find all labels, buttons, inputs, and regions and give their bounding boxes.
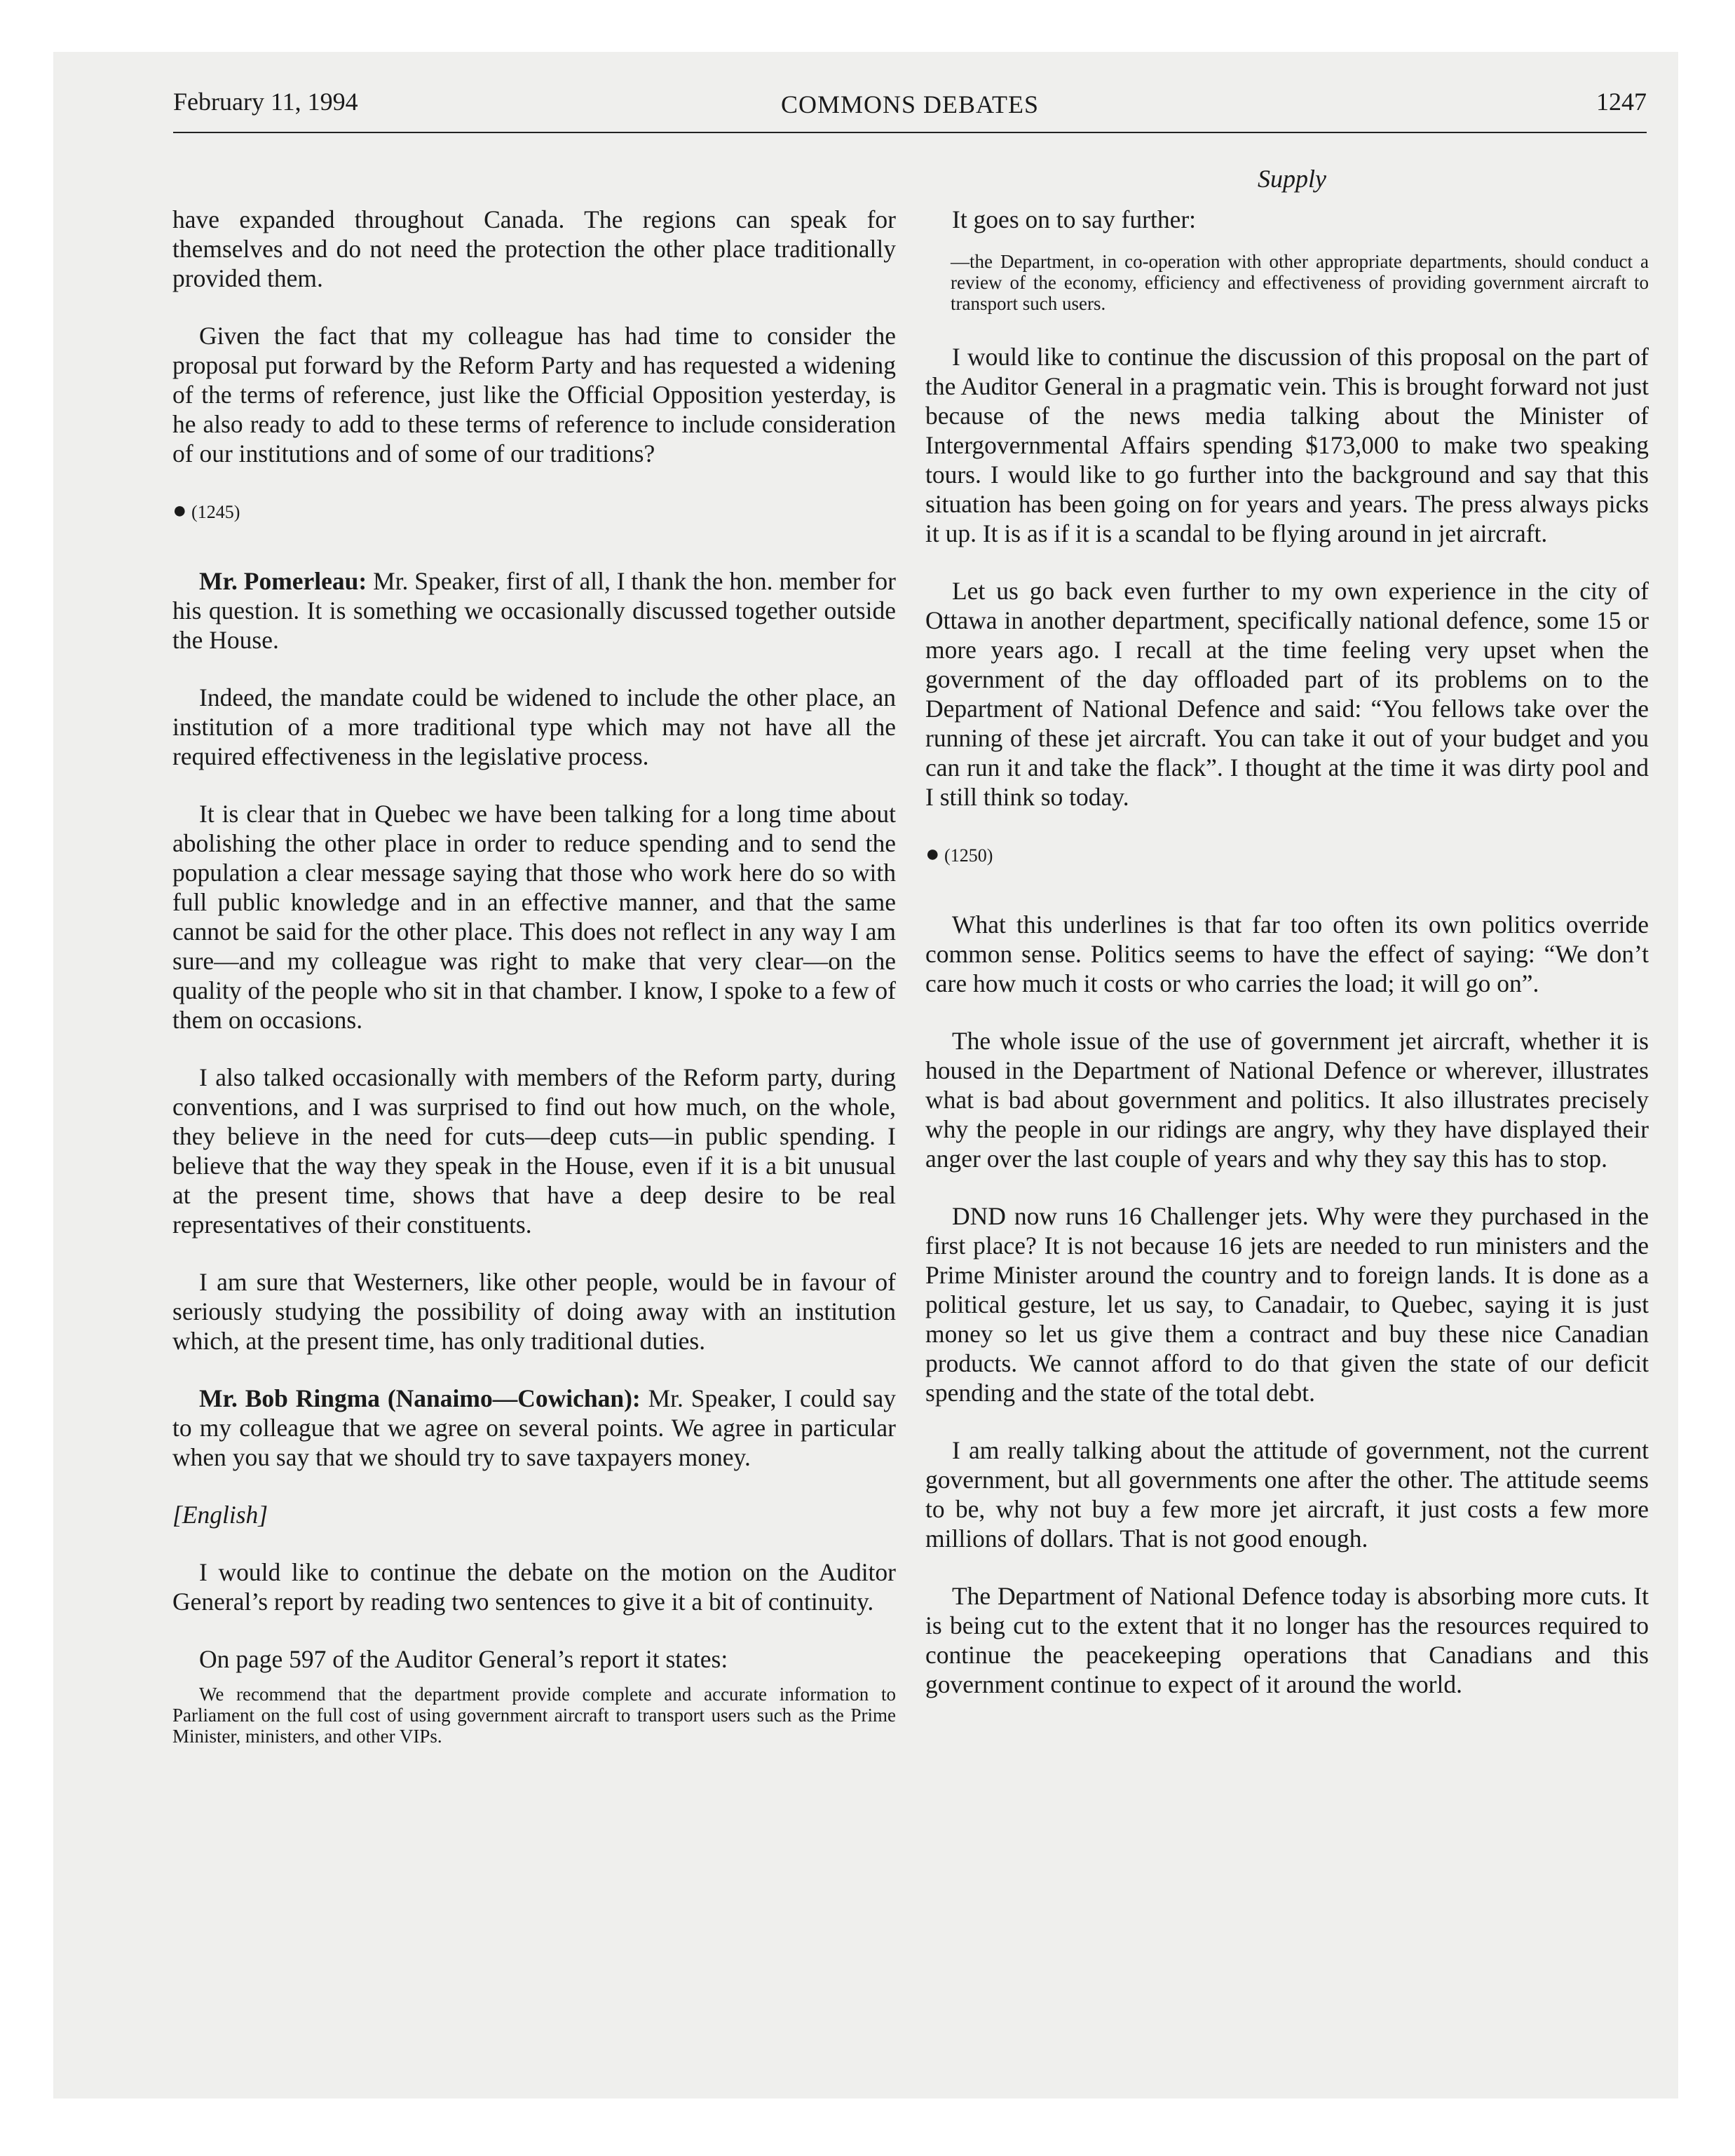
block-quote: We recommend that the department provide complete and accurate information to Parliament on the full cost of using government aircraft to transport users such as the Prime Minister, ministers, and other VIPs.	[172, 1684, 896, 1747]
bullet-icon: ●	[925, 841, 940, 867]
paragraph: I am sure that Westerners, like other people, would be in favour of seriously studying the possibility of doing away with an institution which, at the present time, has only traditional duties.	[172, 1268, 896, 1355]
speech-paragraph	[172, 1384, 896, 1472]
paragraph: Given the fact that my colleague has had time to consider the proposal put forward by the Reform Party and has requested a widening of the terms of reference, just like the Official Opposition yesterday, is he also ready to add to these terms of reference to include consideration of our institutions and of some of our traditions?	[172, 322, 896, 468]
speech-text: Mr. Speaker, I could say to my colleague that we agree on several points. We agree in particular when you say that we should try to save taxpayers money.	[172, 1384, 897, 1471]
section-title: Supply	[1258, 165, 1326, 193]
paragraph: Indeed, the mandate could be widened to include the other place, an institution of a more traditional type which may not have all the required effectiveness in the legislative process.	[172, 683, 896, 770]
right-column	[925, 205, 1649, 1727]
language-marker: [English]	[172, 1501, 268, 1529]
speaker-name: Mr. Bob Ringma (Nanaimo—Cowichan):	[199, 1384, 641, 1412]
paragraph: On page 597 of the Auditor General’s report it states:	[199, 1645, 728, 1673]
paragraph: The whole issue of the use of government jet aircraft, whether it is housed in the Department of National Defence or wherever, illustrates what is bad about government and politics. It also illustrates precisely why the people in our ridings are angry, why they have displayed their anger over the last couple of years and why they say this has to stop.	[925, 1027, 1649, 1173]
paragraph: What this underlines is that far too often its own politics override common sense. Politics seems to have the effect of saying: “We don’t care how much it costs or who carries the load; it will go on”.	[925, 910, 1649, 997]
header-page-number: 1247	[1596, 88, 1647, 116]
paragraph: I also talked occasionally with members of the Reform party, during conventions, and I was surprised to find out how much, on the whole, they believe in the need for cuts—deep cuts—in public spending. I believe that the way they speak in the House, even if it is a bit unusual at the present time, shows that have a deep desire to be real representatives of their constituents.	[172, 1063, 896, 1239]
paragraph: The Department of National Defence today is absorbing more cuts. It is being cut to the extent that it no longer has the resources required to continue the peacekeeping operations that Canadians and this government continue to expect of it around the world.	[925, 1582, 1649, 1698]
paragraph: DND now runs 16 Challenger jets. Why were they purchased in the first place? It is not because 16 jets are needed to run ministers and the Prime Minister around the country and to foreign lands. It is done as a political gesture, let us say, to Canadair, to Quebec, saying it is just money so let us give them a contract and buy these nice Canadian products. We cannot afford to do that given the state of our deficit spending and the state of the total debt.	[925, 1202, 1649, 1407]
left-column	[172, 205, 896, 1775]
header-journal-title: COMMONS DEBATES	[780, 90, 1040, 118]
header-date: February 11, 1994	[173, 88, 358, 116]
time-marker-text: (1250)	[944, 845, 993, 866]
block-quote: —the Department, in co-operation with other appropriate departments, should conduct a review of the economy, efficiency and effectiveness of providing government aircraft to transport such users.	[951, 251, 1649, 314]
bullet-icon: ●	[172, 498, 187, 524]
time-marker-text: (1245)	[191, 502, 240, 522]
speech-text: Mr. Speaker, first of all, I thank the hon. member for his question. It is something we occasionally discussed together outside the House.	[172, 567, 896, 654]
paragraph: I would like to continue the debate on the motion on the Auditor General’s report by reading two sentences to give it a bit of continuity.	[172, 1558, 896, 1616]
time-marker	[172, 496, 896, 527]
speech-paragraph	[172, 566, 896, 655]
paragraph: I am really talking about the attitude of government, not the current government, but all governments one after the other. The attitude seems to be, why not buy a few more jet aircraft, it just costs a few more millions of dollars. That is not good enough.	[925, 1436, 1649, 1553]
paragraph: have expanded throughout Canada. The regions can speak for themselves and do not need the protection the other place traditionally provided them.	[172, 205, 896, 292]
speaker-name: Mr. Pomerleau:	[199, 567, 367, 595]
paragraph: It is clear that in Quebec we have been talking for a long time about abolishing the other place in order to reduce spending and to send the population a clear message saying that those who work here do so with full public knowledge and in an effective manner, and that the same cannot be said for the other place. This does not reflect in any way I am sure—and my colleague was right to make that very clear—on the quality of the people who sit in that chamber. I know, I spoke to a few of them on occasions.	[172, 800, 896, 1034]
paragraph: It goes on to say further:	[952, 205, 1197, 233]
time-marker	[925, 840, 1649, 871]
paragraph: I would like to continue the discussion of this proposal on the part of the Auditor General in a pragmatic vein. This is brought forward not just because of the news media talking about the Minister of Intergovernmental Affairs spending $173,000 to make two speaking tours. I would like to go further into the background and say that this situation has been going on for years and years. The press always picks it up. It is as if it is a scandal to be flying around in jet aircraft.	[925, 343, 1649, 547]
paragraph: Let us go back even further to my own experience in the city of Ottawa in another department, specifically national defence, some 15 or more years ago. I recall at the time feeling very upset when the government of the day offloaded part of its problems on to the Department of National Defence and said: “You fellows take over the running of these jet aircraft. You can take it out of your budget and you can run it and take the flack”. I thought at the time it was dirty pool and I still think so today.	[925, 577, 1649, 811]
page-header	[173, 83, 1647, 133]
